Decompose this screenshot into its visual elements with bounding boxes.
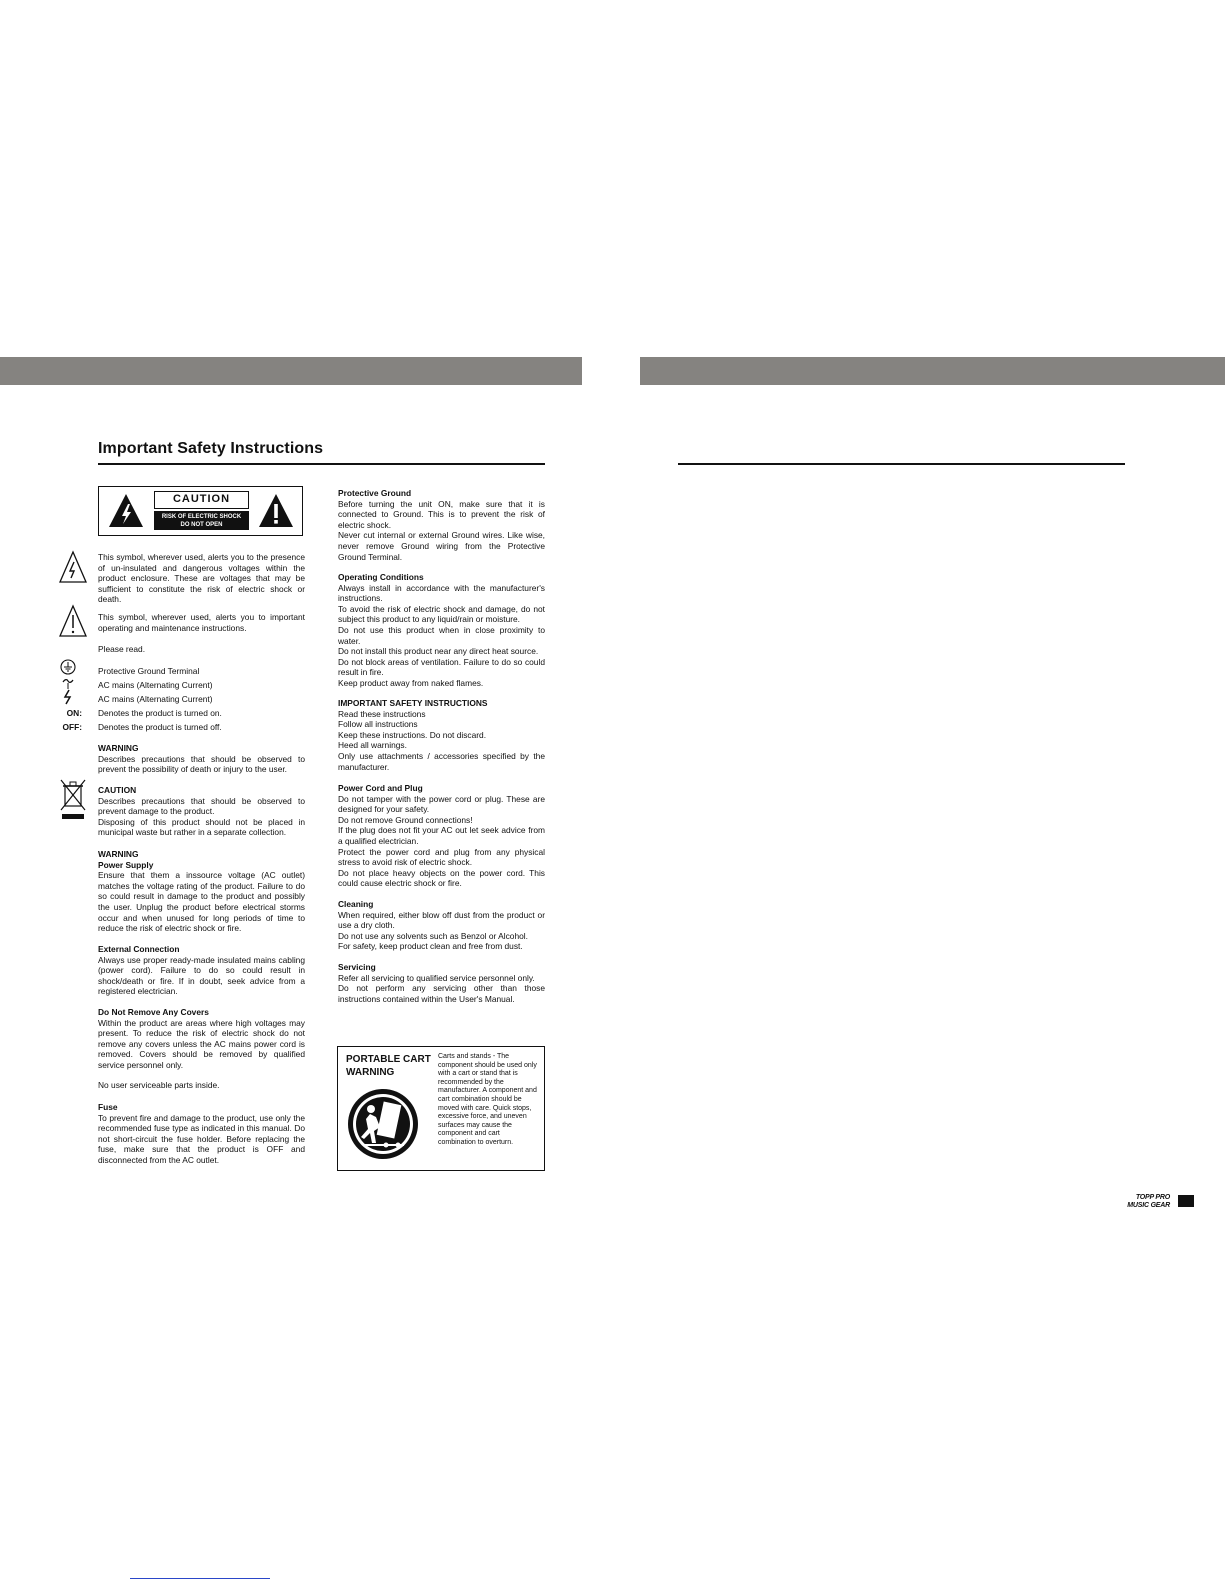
cleaning-line: For safety, keep product clean and free from dust. xyxy=(338,941,523,952)
warning-heading: WARNING xyxy=(98,743,139,753)
symbol-ac-text-2: AC mains (Alternating Current) xyxy=(98,694,213,704)
ac-tilde-icon xyxy=(61,677,75,689)
servicing-line: Refer all servicing to qualified service personnel only. xyxy=(338,972,535,983)
ground-body-2: Never cut internal or external Ground wires. Like wise, never remove Ground wiring from the Protective Ground Terminal. xyxy=(338,530,545,562)
on-label: ON: xyxy=(66,708,82,718)
no-user-parts: No user serviceable parts inside. xyxy=(98,1080,220,1090)
important-instructions-section xyxy=(338,698,545,772)
caution-body-2: Disposing of this product should not be placed in municipal waste but rather in a separate collection. xyxy=(98,816,305,838)
power-cord-line: If the plug does not fit your AC out let seek advice from a qualified electrician. xyxy=(338,825,545,846)
important-line: Read these instructions xyxy=(338,708,426,719)
left-header-band xyxy=(0,357,582,385)
bottom-underline xyxy=(130,1578,270,1579)
power-supply-body: Ensure that them a inssource voltage (AC outlet) matches the voltage rating of the product. Failure to do so could result in damage to the product and possibly the user. Unplug the product before electrical storms occur and when unused for long periods of time to reduce the risk of electric shock or fire. xyxy=(98,870,305,934)
ground-body: Before turning the unit ON, make sure that it is connected to Ground. This is to prevent the risk of electric shock. xyxy=(338,498,545,530)
power-cord-line: Do not place heavy objects on the power cord. This could cause electric shock or fire. xyxy=(338,867,545,889)
cart-warning-text: Carts and stands - The component should be used only with a cart or stand that is recommended by the manufacturer. A component and cart combination should be moved with care. Quick stops, excessive force, and uneven surfaces may cause the component and cart combination to overturn. xyxy=(438,1053,537,1146)
servicing-section xyxy=(338,962,545,1004)
cleaning-line: Do not use any solvents such as Benzol or Alcohol. xyxy=(338,930,528,941)
external-connection-section xyxy=(98,944,305,997)
important-line: Follow all instructions xyxy=(338,719,418,730)
ground-heading: Protective Ground xyxy=(338,488,412,498)
operating-line: Always install in accordance with the manufacturer's instructions. xyxy=(338,582,545,604)
exclamation-warning-icon xyxy=(257,492,295,530)
fuse-body: To prevent fire and damage to the product, use only the recommended fuse type as indicated in this manual. Do not short-circuit the fuse holder. Before replacing the fuse, make sure that the product is OFF and disconnected from the AC outlet. xyxy=(98,1112,305,1165)
warning-section xyxy=(98,743,305,775)
lightning-description: This symbol, wherever used, alerts you to the presence of un-insulated and dangerous voltages within the product enclosure. These are voltages that may be sufficient to constitute the risk of electric shock or death. xyxy=(98,552,305,605)
important-line: Only use attachments / accessories specified by the manufacturer. xyxy=(338,750,545,772)
ground-terminal-icon xyxy=(60,659,76,675)
power-cord-line: Do not tamper with the power cord or plug. These are designed for your safety. xyxy=(338,793,545,815)
symbol-ac-text-1: AC mains (Alternating Current) xyxy=(98,680,213,690)
symbol-ground-text: Protective Ground Terminal xyxy=(98,666,200,676)
power-supply-heading: Power Supply xyxy=(98,859,154,870)
warning2-heading: WARNING xyxy=(98,849,139,859)
cleaning-heading: Cleaning xyxy=(338,899,374,909)
symbol-on-text: Denotes the product is turned on. xyxy=(98,708,222,718)
please-read: Please read. xyxy=(98,644,146,654)
off-label: OFF: xyxy=(62,722,82,732)
protective-ground-section xyxy=(338,488,545,562)
covers-heading: Do Not Remove Any Covers xyxy=(98,1007,209,1017)
caution-label-box xyxy=(98,486,303,536)
exclamation-symbol-icon xyxy=(58,604,88,638)
power-cord-section xyxy=(338,783,545,889)
cart-warning-title: PORTABLE CART WARNING xyxy=(346,1054,431,1078)
important-line: Keep these instructions. Do not discard. xyxy=(338,729,487,740)
fuse-heading: Fuse xyxy=(98,1102,118,1112)
operating-line: Keep product away from naked flames. xyxy=(338,677,484,688)
external-heading: External Connection xyxy=(98,944,180,954)
caution-body-1: Describes precautions that should be observed to prevent damage to the product. xyxy=(98,795,305,817)
power-cord-heading: Power Cord and Plug xyxy=(338,783,423,793)
page-marker xyxy=(1178,1195,1194,1207)
external-body: Always use proper ready-made insulated mains cabling (power cord). Failure to do so could result in shock/death or fire. If in doubt, seek advice from a registered electrician. xyxy=(98,954,305,997)
page-title: Important Safety Instructions xyxy=(98,440,324,457)
important-heading: IMPORTANT SAFETY INSTRUCTIONS xyxy=(338,698,488,708)
warning-body: Describes precautions that should be observed to prevent the possibility of death or injury to the user. xyxy=(98,753,305,775)
exclamation-description: This symbol, wherever used, alerts you to important operating and maintenance instructions. xyxy=(98,612,305,633)
servicing-line: Do not perform any servicing other than those instructions contained within the User's Manual. xyxy=(338,983,545,1004)
important-line: Heed all warnings. xyxy=(338,740,407,751)
operating-conditions-section xyxy=(338,572,545,689)
power-cord-line: Do not remove Ground connections! xyxy=(338,814,473,825)
tipping-cart-icon xyxy=(346,1087,420,1161)
operating-heading: Operating Conditions xyxy=(338,572,424,582)
servicing-heading: Servicing xyxy=(338,962,376,972)
cleaning-section xyxy=(338,899,545,952)
covers-section xyxy=(98,1007,305,1071)
caution-title: CAUTION xyxy=(154,491,249,509)
operating-line: Do not use this product when in close proximity to water. xyxy=(338,624,545,646)
lightning-warning-icon xyxy=(107,492,145,530)
title-rule xyxy=(98,463,545,465)
covers-body: Within the product are areas where high voltages may present. To reduce the risk of electric shock do not remove any covers unless the AC mains power cord is removed. Covers should be removed by qualified service personnel only. xyxy=(98,1017,305,1070)
right-header-band xyxy=(640,357,1225,385)
caution-subtext: RISK OF ELECTRIC SHOCK DO NOT OPEN xyxy=(154,511,249,530)
cart-warning-box xyxy=(337,1046,545,1171)
ac-lightning-icon xyxy=(63,689,73,705)
fuse-section xyxy=(98,1102,305,1166)
operating-line: Do not install this product near any direct heat source. xyxy=(338,646,539,657)
power-supply-section xyxy=(98,849,305,934)
caution-section xyxy=(98,785,305,838)
lightning-symbol-icon xyxy=(58,550,88,584)
cleaning-line: When required, either blow off dust from the product or use a dry cloth. xyxy=(338,909,545,931)
right-page-rule xyxy=(678,463,1125,465)
caution-heading: CAUTION xyxy=(98,785,137,795)
symbol-off-text: Denotes the product is turned off. xyxy=(98,722,222,732)
operating-line: Do not block areas of ventilation. Failure to do so could result in fire. xyxy=(338,656,545,678)
brand-logo: TOPP PRO MUSIC GEAR xyxy=(1127,1194,1170,1209)
power-cord-line: Protect the power cord and plug from any physical stress to avoid risk of electric shock. xyxy=(338,846,545,868)
weee-bin-icon xyxy=(58,778,88,820)
operating-line: To avoid the risk of electric shock and damage, do not subject this product to any liquid/rain or moisture. xyxy=(338,603,545,625)
